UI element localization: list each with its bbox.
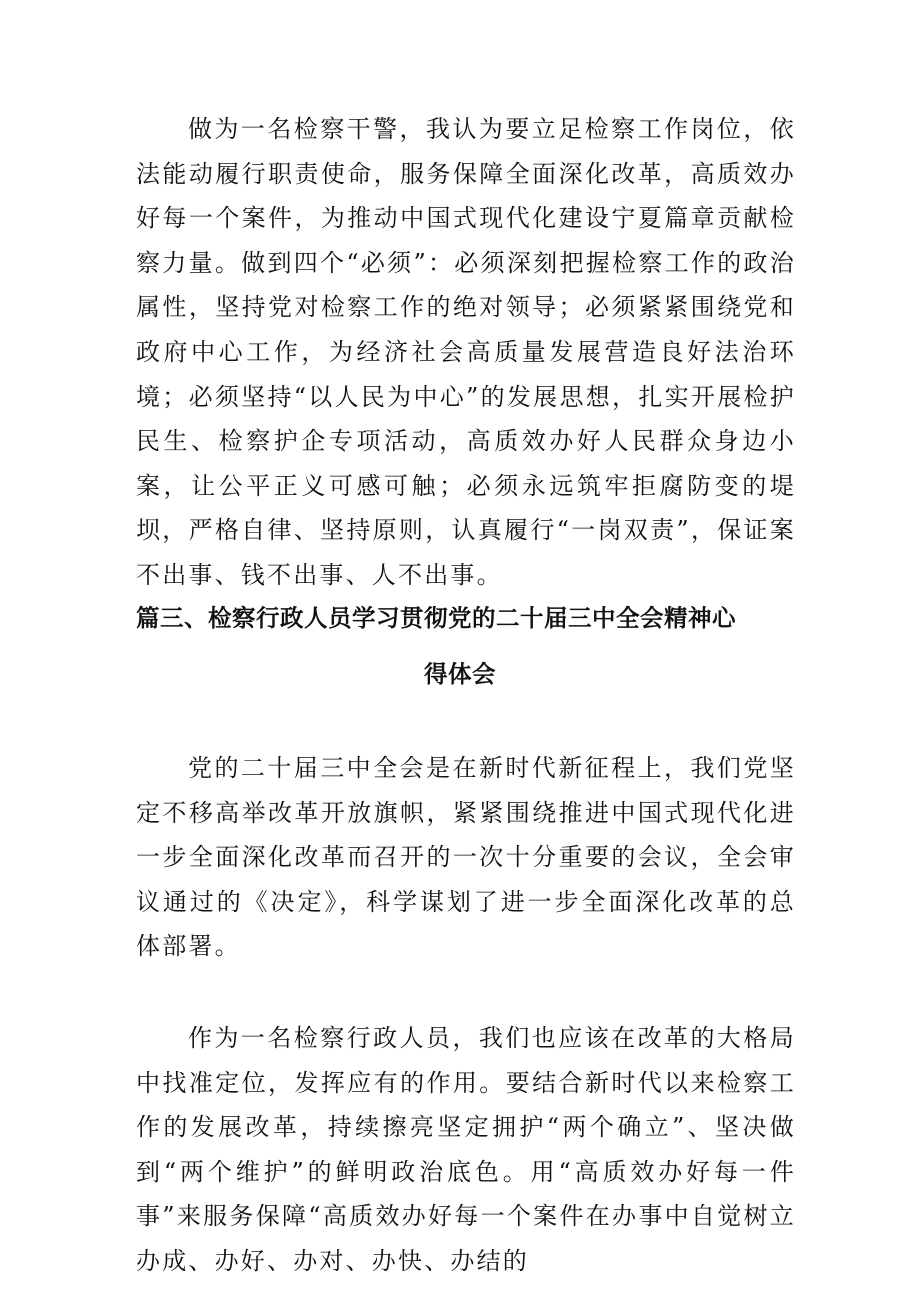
body-paragraph: 党的二十届三中全会是在新时代新征程上，我们党坚定不移高举改革开放旗帜，紧紧围绕推进中国式现代化进一步全面深化改革而召开的一次十分重要的会议，全会审议通过的《决定》，科学谋划了进一步全面深化改革的总体部署。 — [136, 754, 796, 961]
body-paragraph: 作为一名检察行政人员，我们也应该在改革的大格局中找准定位，发挥应有的作用。要结合新时代以来检察工作的发展改革，持续擦亮坚定拥护“两个确立”、坚决做到“两个维护”的鲜明政治底色。用“高质效办好每一件事”来服务保障“高质效办好每一个案件在办事中自觉树立办成、办好、办对、办快、办结的 — [136, 1024, 796, 1275]
section-heading-continuation: 得体会 — [424, 660, 496, 688]
body-paragraph: 做为一名检察干警，我认为要立足检察工作岗位，依法能动履行职责使命，服务保障全面深化改革，高质效办好每一个案件，为推动中国式现代化建设宁夏篇章贡献检察力量。做到四个“必须”：必须深刻把握检察工作的政治属性，坚持党对检察工作的绝对领导；必须紧紧围绕党和政府中心工作，为经济社会高质量发展营造良好法治环境；必须坚持“以人民为中心”的发展思想，扎实开展检护民生、检察护企专项活动，高质效办好人民群众身边小案，让公平正义可感可触；必须永远筑牢拒腐防变的堤坝，严格自律、坚持原则，认真履行“一岗双责”，保证案不出事、钱不出事、人不出事。 — [136, 115, 796, 589]
section-heading: 篇三、检察行政人员学习贯彻党的二十届三中全会精神心 — [136, 604, 736, 632]
